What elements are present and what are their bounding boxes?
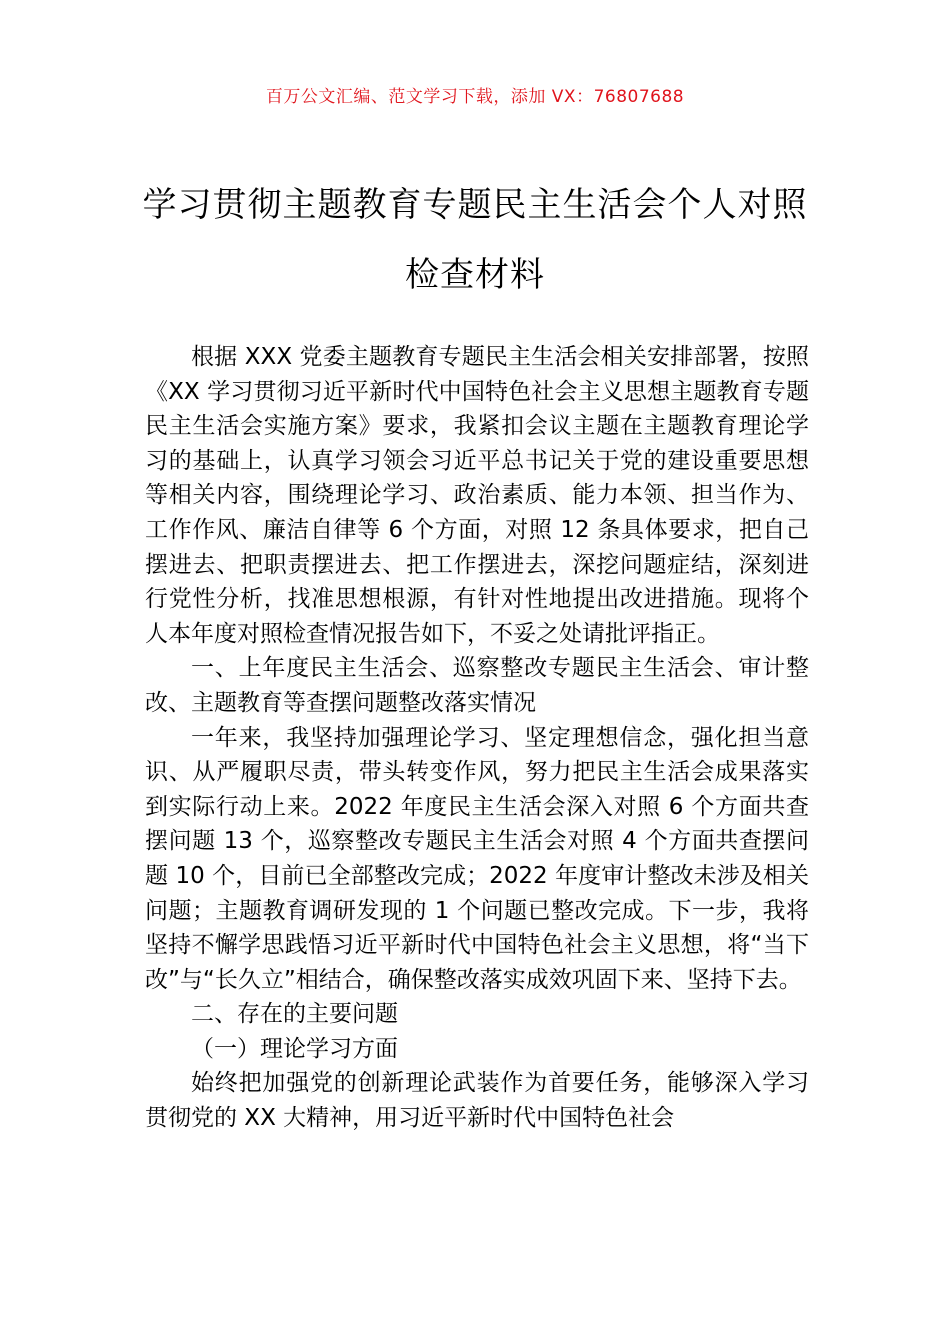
section-heading-1: 一、上年度民主生活会、巡察整改专题民主生活会、审计整改、主题教育等查摆问题整改落实情况 xyxy=(145,655,809,716)
subsection-heading-1: （一）理论学习方面 xyxy=(191,1035,398,1062)
section-heading-2: 二、存在的主要问题 xyxy=(191,1001,398,1028)
header-note: 百万公文汇编、范文学习下载，添加 VX：76807688 xyxy=(265,87,685,107)
document-body xyxy=(145,340,809,1136)
paragraph-theory: 始终把加强党的创新理论武装作为首要任务，能够深入学习贯彻党的 XX 大精神，用习近平新时代中国特色社会 xyxy=(145,1070,809,1132)
paragraph-rectification: 一年来，我坚持加强理论学习、坚定理想信念，强化担当意识、从严履职尽责，带头转变作风，努力把民主生活会成果落实到实际行动上来。2022 年度民主生活会深入对照 6 个方面共查摆问题 13 个，巡察整改专题民主生活会对照 4 个方面共查摆问题 10 个，目前已全部整改完成；2022 年度审计整改未涉及相关问题；主题教育调研发现的 1 个问题已整改完成。下一步，我将坚持不懈学思践悟习近平新时代中国特色社会主义思想，将“当下改”与“长久立”相结合，确保整改落实成效巩固下来、坚持下去。 xyxy=(145,724,809,993)
paragraph-intro: 根据 XXX 党委主题教育专题民主生活会相关安排部署，按照《XX 学习贯彻习近平新时代中国特色社会主义思想主题教育专题民主生活会实施方案》要求，我紧扣会议主题在主题教育理论学习的基础上，认真学习领会习近平总书记关于党的建设重要思想等相关内容，围绕理论学习、政治素质、能力本领、担当作为、工作作风、廉洁自律等 6 个方面，对照 12 条具体要求，把自己摆进去、把职责摆进去、把工作摆进去，深挖问题症结，深刻进行党性分析，找准思想根源，有针对性地提出改进措施。现将个人本年度对照检查情况报告如下，不妥之处请批评指正。 xyxy=(145,344,809,647)
document-title: 学习贯彻主题教育专题民主生活会个人对照检查材料 xyxy=(142,185,808,295)
